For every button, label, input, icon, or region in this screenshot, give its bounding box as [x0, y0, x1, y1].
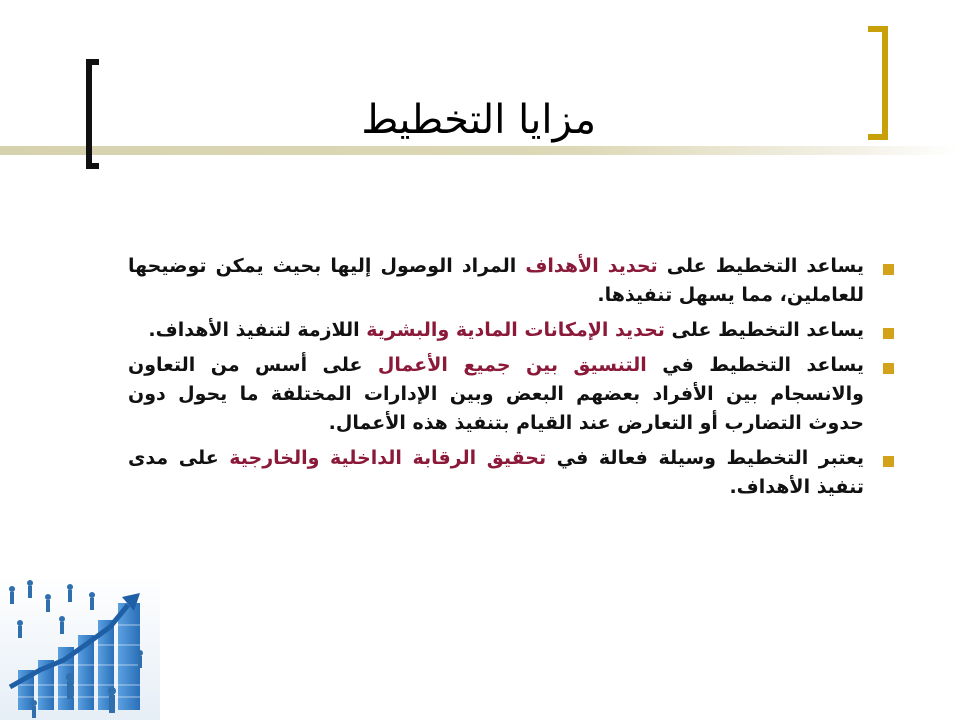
bullet-square-icon [883, 264, 894, 275]
bullet-square-icon [883, 456, 894, 467]
right-bracket-decoration [868, 26, 888, 140]
bullet-text-after: المراد الوصول إليها بحيث يمكن توضيحها للعاملين، مما يسهل تنفيذها. [128, 255, 864, 306]
bullet-square-icon [883, 328, 894, 339]
bullet-item-2 [128, 316, 898, 345]
bullet-item-1 [128, 252, 898, 310]
bullet-text-before: يساعد التخطيط على [657, 255, 864, 277]
bullet-item-4 [128, 444, 898, 502]
bullet-highlight: تحديد الإمكانات المادية والبشرية [366, 319, 665, 341]
bullet-text-after: على مدى تنفيذ الأهداف. [128, 447, 864, 498]
bullet-highlight: تحديد الأهداف [525, 255, 658, 277]
bullet-highlight: تحقيق الرقابة الداخلية والخارجية [229, 447, 547, 469]
left-bracket-decoration [86, 59, 99, 169]
bullet-text-before: يساعد التخطيط في [646, 354, 865, 376]
bullet-text-before: يساعد التخطيط على [664, 319, 864, 341]
page-title: مزايا التخطيط [361, 97, 596, 143]
bullet-text-before: يعتبر التخطيط وسيلة فعالة في [546, 447, 865, 469]
bullet-text-after: على أسس من التعاون والانسجام بين الأفراد بعضهم البعض وبين الإدارات المختلفة ما يحول دون حدوث التضارب أو التعارض عند القيام بتنفيذ هذه الأعمال. [128, 354, 864, 434]
bullet-highlight: التنسيق بين جميع الأعمال [377, 354, 647, 376]
growth-chart-icon [0, 575, 160, 720]
bullet-text-after: اللازمة لتنفيذ الأهداف. [148, 319, 367, 341]
bullet-list [128, 252, 898, 602]
business-growth-chart-illustration [0, 575, 160, 720]
bullet-item-3 [128, 351, 898, 438]
bullet-square-icon [883, 363, 894, 374]
